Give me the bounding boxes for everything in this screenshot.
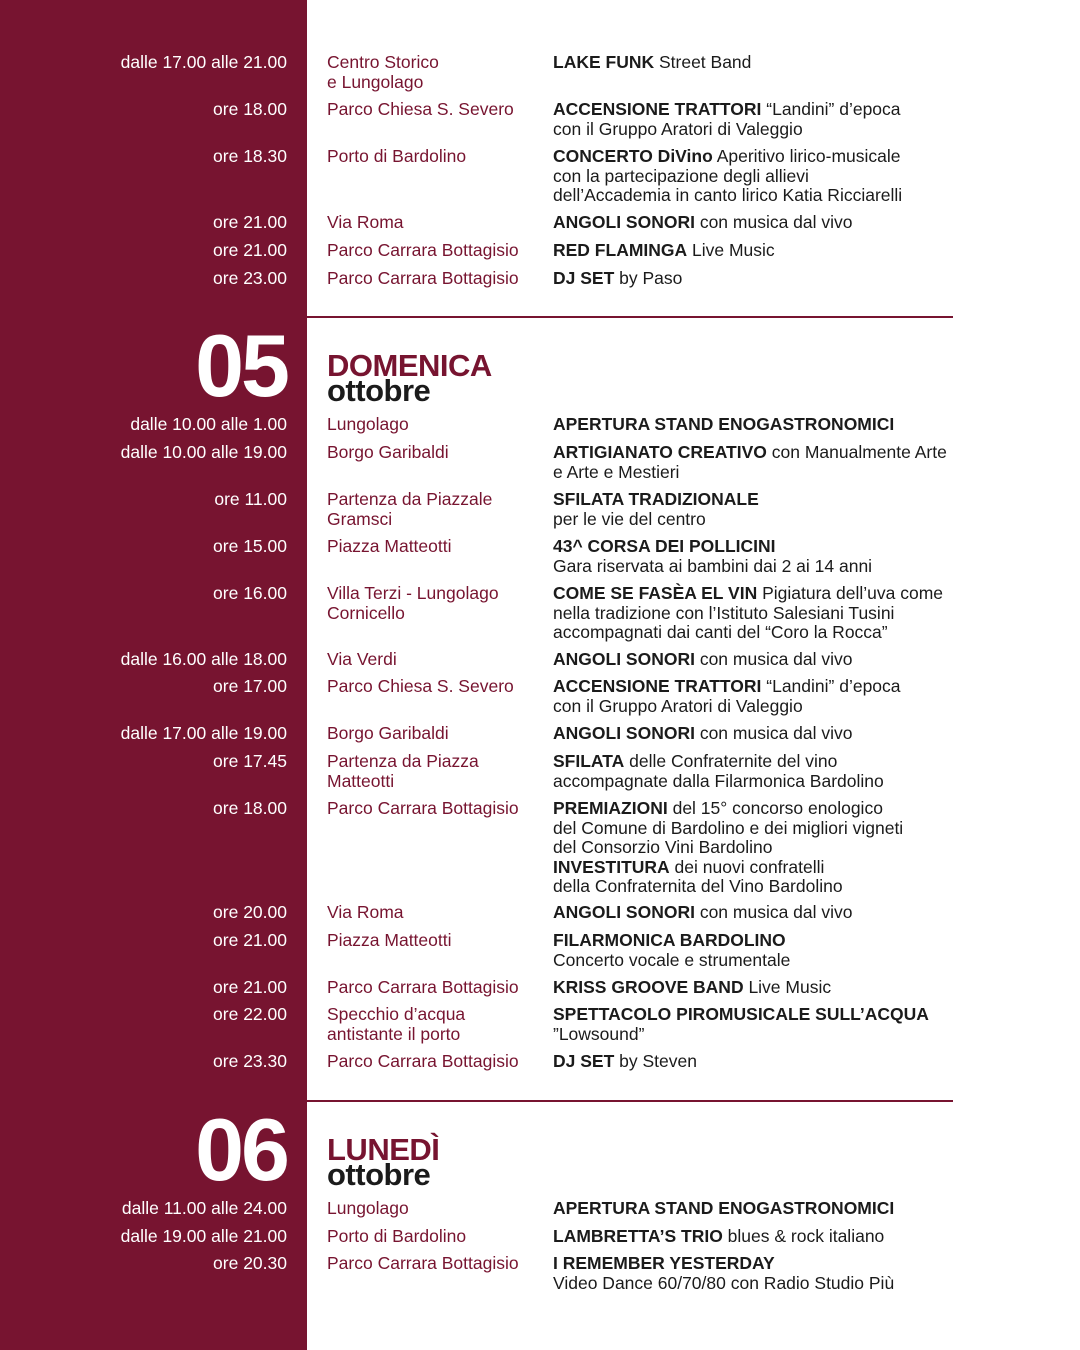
event-description (553, 100, 953, 139)
event-desc-line (553, 1254, 953, 1274)
event-title: RED FLAMINGA (553, 240, 688, 260)
event-time: ore 21.00 (213, 930, 287, 950)
event-desc-line (553, 951, 953, 971)
event-desc-line (553, 1274, 953, 1294)
event-place (327, 490, 542, 529)
event-place-line: Lungolago (327, 1198, 409, 1218)
event-desc-line (553, 443, 953, 463)
event-detail: “Landini” d’epoca (761, 99, 901, 119)
event-time: ore 18.30 (213, 146, 287, 166)
event-time: ore 17.00 (213, 676, 287, 696)
event-desc-line (553, 213, 953, 233)
event-description (553, 490, 953, 529)
event-desc-line (553, 120, 953, 140)
event-place-line: Cornicello (327, 602, 405, 623)
event-place (327, 241, 542, 261)
event-title: FILARMONICA BARDOLINO (553, 930, 786, 950)
event-title: APERTURA STAND ENOGASTRONOMICI (553, 414, 895, 434)
event-detail: by Paso (614, 268, 683, 288)
event-title: APERTURA STAND ENOGASTRONOMICI (553, 1198, 895, 1218)
event-description (553, 53, 953, 73)
event-place-line: Parco Carrara Bottagisio (327, 1253, 519, 1273)
event-detail: con il Gruppo Aratori di Valeggio (553, 695, 803, 716)
event-detail: Live Music (687, 240, 775, 260)
event-description (553, 931, 953, 970)
event-place (327, 677, 542, 697)
event-description (553, 799, 953, 897)
event-title: SPETTACOLO PIROMUSICALE SULL’ACQUA (553, 1004, 929, 1024)
event-description (553, 443, 953, 482)
event-place (327, 147, 542, 167)
event-desc-line (553, 1199, 953, 1219)
event-detail: Live Music (743, 977, 832, 997)
event-desc-line (553, 772, 953, 792)
event-title: COME SE FASÈA EL VIN (553, 583, 758, 603)
event-desc-line (553, 677, 953, 697)
event-description (553, 537, 953, 576)
event-detail: Video Dance 60/70/80 con Radio Studio Più (553, 1272, 895, 1293)
event-time: dalle 19.00 alle 21.00 (120, 1226, 287, 1246)
event-title: ANGOLI SONORI (553, 902, 695, 922)
event-title: I REMEMBER YESTERDAY (553, 1253, 775, 1273)
event-detail: con Manualmente Arte (766, 442, 947, 462)
event-place (327, 650, 542, 670)
event-detail: Concerto vocale e strumentale (553, 949, 791, 970)
event-detail: Street Band (654, 52, 752, 72)
event-time: ore 17.45 (213, 751, 287, 771)
event-description (553, 752, 953, 791)
event-detail: del Comune di Bardolino e dei migliori vigneti (553, 817, 904, 838)
event-desc-line (553, 752, 953, 772)
event-place (327, 213, 542, 233)
event-detail: Pigiatura dell’uva come (757, 583, 944, 603)
event-place-line: Matteotti (327, 770, 395, 791)
event-desc-line (553, 838, 953, 858)
event-detail: blues & rock italiano (722, 1226, 885, 1246)
event-description (553, 415, 953, 435)
event-detail: Aperitivo lirico-musicale (712, 146, 901, 166)
event-detail: con musica dal vivo (694, 649, 853, 669)
event-desc-line (553, 623, 953, 643)
event-place-line: Parco Chiesa S. Severo (327, 676, 514, 696)
event-desc-line (553, 877, 953, 897)
event-place (327, 752, 542, 791)
event-desc-line (553, 931, 953, 951)
event-detail: con musica dal vivo (694, 212, 853, 232)
event-time: ore 21.00 (213, 212, 287, 232)
weekday-lunedi: LUNEDÌ (327, 1132, 440, 1167)
event-detail: e Arte e Mestieri (553, 461, 680, 482)
event-desc-line (553, 241, 953, 261)
event-time: dalle 10.00 alle 1.00 (130, 414, 287, 434)
event-place (327, 1005, 542, 1044)
event-place-line: Parco Carrara Bottagisio (327, 1051, 519, 1071)
event-description (553, 147, 953, 206)
event-place-line: Porto di Bardolino (327, 146, 467, 166)
event-title: ANGOLI SONORI (553, 723, 695, 743)
event-place-line: Specchio d’acqua (327, 1004, 466, 1024)
event-desc-line (553, 650, 953, 670)
event-title: ACCENSIONE TRATTORI (553, 99, 762, 119)
event-description (553, 677, 953, 716)
event-place (327, 1254, 542, 1274)
day-number-06: 06 (195, 1100, 287, 1199)
event-title: DJ SET (553, 1051, 615, 1071)
event-detail: dell’Accademia in canto lirico Katia Ricciarelli (553, 185, 903, 205)
event-desc-line (553, 724, 953, 744)
event-desc-line (553, 858, 953, 878)
event-detail: con musica dal vivo (694, 723, 853, 743)
event-title: CONCERTO DiVino (553, 146, 713, 166)
divider-1 (307, 316, 953, 318)
event-place-line: Piazza Matteotti (327, 536, 452, 556)
event-description (553, 269, 953, 289)
event-place (327, 584, 542, 623)
event-desc-line (553, 463, 953, 483)
event-place (327, 724, 542, 744)
event-desc-line (553, 604, 953, 624)
event-place-line: Parco Carrara Bottagisio (327, 798, 519, 818)
event-time: dalle 17.00 alle 19.00 (120, 723, 287, 743)
event-description (553, 978, 953, 998)
event-detail: delle Confraternite del vino (624, 751, 838, 771)
event-desc-line (553, 557, 953, 577)
event-detail: della Confraternita del Vino Bardolino (553, 876, 843, 896)
event-title: KRISS GROOVE BAND (553, 977, 744, 997)
divider-2 (307, 1100, 953, 1102)
event-place (327, 799, 542, 819)
event-place-line: Borgo Garibaldi (327, 723, 449, 743)
event-description (553, 1052, 953, 1072)
event-description (553, 1227, 953, 1247)
month-ottobre-06: ottobre (327, 1157, 431, 1192)
event-time: dalle 11.00 alle 24.00 (121, 1198, 287, 1218)
event-time: ore 11.00 (214, 489, 287, 509)
event-desc-line (553, 100, 953, 120)
event-desc-line (553, 978, 953, 998)
event-desc-line (553, 903, 953, 923)
event-title: LAMBRETTA’S TRIO (553, 1226, 723, 1246)
event-desc-line (553, 1052, 953, 1072)
event-place (327, 931, 542, 951)
weekday-domenica: DOMENICA (327, 348, 492, 383)
event-time: ore 16.00 (213, 583, 287, 603)
event-detail: del Consorzio Vini Bardolino (553, 837, 773, 857)
event-place (327, 903, 542, 923)
event-time: dalle 17.00 alle 21.00 (120, 52, 287, 72)
event-title: PREMIAZIONI (553, 798, 668, 818)
event-title: SFILATA (553, 751, 625, 771)
event-detail: dei nuovi confratelli (669, 856, 825, 877)
event-detail: con la partecipazione degli allievi (553, 165, 809, 186)
event-title: ARTIGIANATO CREATIVO (553, 442, 767, 462)
event-title: INVESTITURA (553, 856, 670, 877)
event-desc-line (553, 490, 953, 510)
event-desc-line (553, 269, 953, 289)
event-time: ore 20.30 (213, 1253, 287, 1273)
event-place-line: Parco Chiesa S. Severo (327, 99, 514, 119)
event-desc-line (553, 53, 953, 73)
event-place-line: Borgo Garibaldi (327, 442, 449, 462)
event-place-line: antistante il porto (327, 1023, 461, 1044)
event-desc-line (553, 510, 953, 530)
event-desc-line (553, 799, 953, 819)
event-detail: Gara riservata ai bambini dai 2 ai 14 anni (553, 555, 873, 576)
event-description (553, 1005, 953, 1044)
event-description (553, 724, 953, 744)
event-place-line: Partenza da Piazza (327, 751, 479, 771)
event-desc-line (553, 147, 953, 167)
event-description (553, 213, 953, 233)
event-time: ore 20.00 (213, 902, 287, 922)
event-title: SFILATA TRADIZIONALE (553, 489, 759, 509)
event-description (553, 903, 953, 923)
event-detail: per le vie del centro (553, 508, 706, 529)
event-place-line: Partenza da Piazzale (327, 489, 493, 509)
event-detail: del 15° concorso enologico (667, 798, 883, 818)
event-place (327, 537, 542, 557)
event-desc-line (553, 186, 953, 206)
event-place-line: Piazza Matteotti (327, 930, 452, 950)
event-title: DJ SET (553, 268, 615, 288)
event-desc-line (553, 167, 953, 187)
event-place-line: Gramsci (327, 508, 393, 529)
event-detail: con il Gruppo Aratori di Valeggio (553, 118, 803, 139)
event-place (327, 269, 542, 289)
event-time: ore 18.00 (213, 99, 287, 119)
event-time: ore 22.00 (213, 1004, 287, 1024)
event-description (553, 241, 953, 261)
event-detail: con musica dal vivo (694, 902, 853, 922)
event-place-line: Parco Carrara Bottagisio (327, 268, 519, 288)
event-description (553, 1254, 953, 1293)
event-place (327, 53, 542, 92)
event-place (327, 443, 542, 463)
event-title: LAKE FUNK (553, 52, 655, 72)
event-place (327, 1227, 542, 1247)
event-place-line: Via Verdi (327, 649, 397, 669)
event-place-line: Villa Terzi - Lungolago (327, 583, 499, 603)
event-desc-line (553, 1025, 953, 1045)
event-place-line: Via Roma (327, 212, 404, 232)
event-time: ore 21.00 (213, 240, 287, 260)
event-time: ore 21.00 (213, 977, 287, 997)
event-place-line: Via Roma (327, 902, 404, 922)
event-desc-line (553, 697, 953, 717)
event-title: 43^ CORSA DEI POLLICINI (553, 536, 776, 556)
event-place-line: e Lungolago (327, 71, 424, 92)
event-desc-line (553, 584, 953, 604)
event-description (553, 650, 953, 670)
event-description (553, 1199, 953, 1219)
event-place-line: Parco Carrara Bottagisio (327, 977, 519, 997)
event-desc-line (553, 819, 953, 839)
event-desc-line (553, 415, 953, 435)
month-ottobre-05: ottobre (327, 373, 431, 408)
event-place (327, 1199, 542, 1219)
event-title: ANGOLI SONORI (553, 649, 695, 669)
event-title: ANGOLI SONORI (553, 212, 695, 232)
event-title: ACCENSIONE TRATTORI (553, 676, 762, 696)
event-detail: “Landini” d’epoca (761, 676, 901, 696)
event-desc-line (553, 1227, 953, 1247)
event-desc-line (553, 1005, 953, 1025)
event-time: dalle 16.00 alle 18.00 (120, 649, 287, 669)
event-description (553, 584, 953, 643)
event-detail: accompagnati dai canti del “Coro la Rocca” (553, 622, 888, 642)
event-place-line: Lungolago (327, 414, 409, 434)
event-place (327, 1052, 542, 1072)
event-time: dalle 10.00 alle 19.00 (120, 442, 287, 462)
event-time: ore 23.30 (213, 1051, 287, 1071)
event-desc-line (553, 537, 953, 557)
event-place-line: Parco Carrara Bottagisio (327, 240, 519, 260)
event-time: ore 18.00 (213, 798, 287, 818)
event-detail: by Steven (614, 1051, 697, 1071)
event-place-line: Porto di Bardolino (327, 1226, 467, 1246)
day-number-05: 05 (195, 316, 287, 415)
event-detail: nella tradizione con l’Istituto Salesiani Tusini (553, 602, 895, 623)
event-detail: ”Lowsound” (553, 1023, 645, 1044)
event-place-line: Centro Storico (327, 52, 439, 72)
event-detail: accompagnate dalla Filarmonica Bardolino (553, 770, 884, 791)
event-place (327, 100, 542, 120)
event-place (327, 415, 542, 435)
event-time: ore 15.00 (213, 536, 287, 556)
event-place (327, 978, 542, 998)
event-time: ore 23.00 (213, 268, 287, 288)
